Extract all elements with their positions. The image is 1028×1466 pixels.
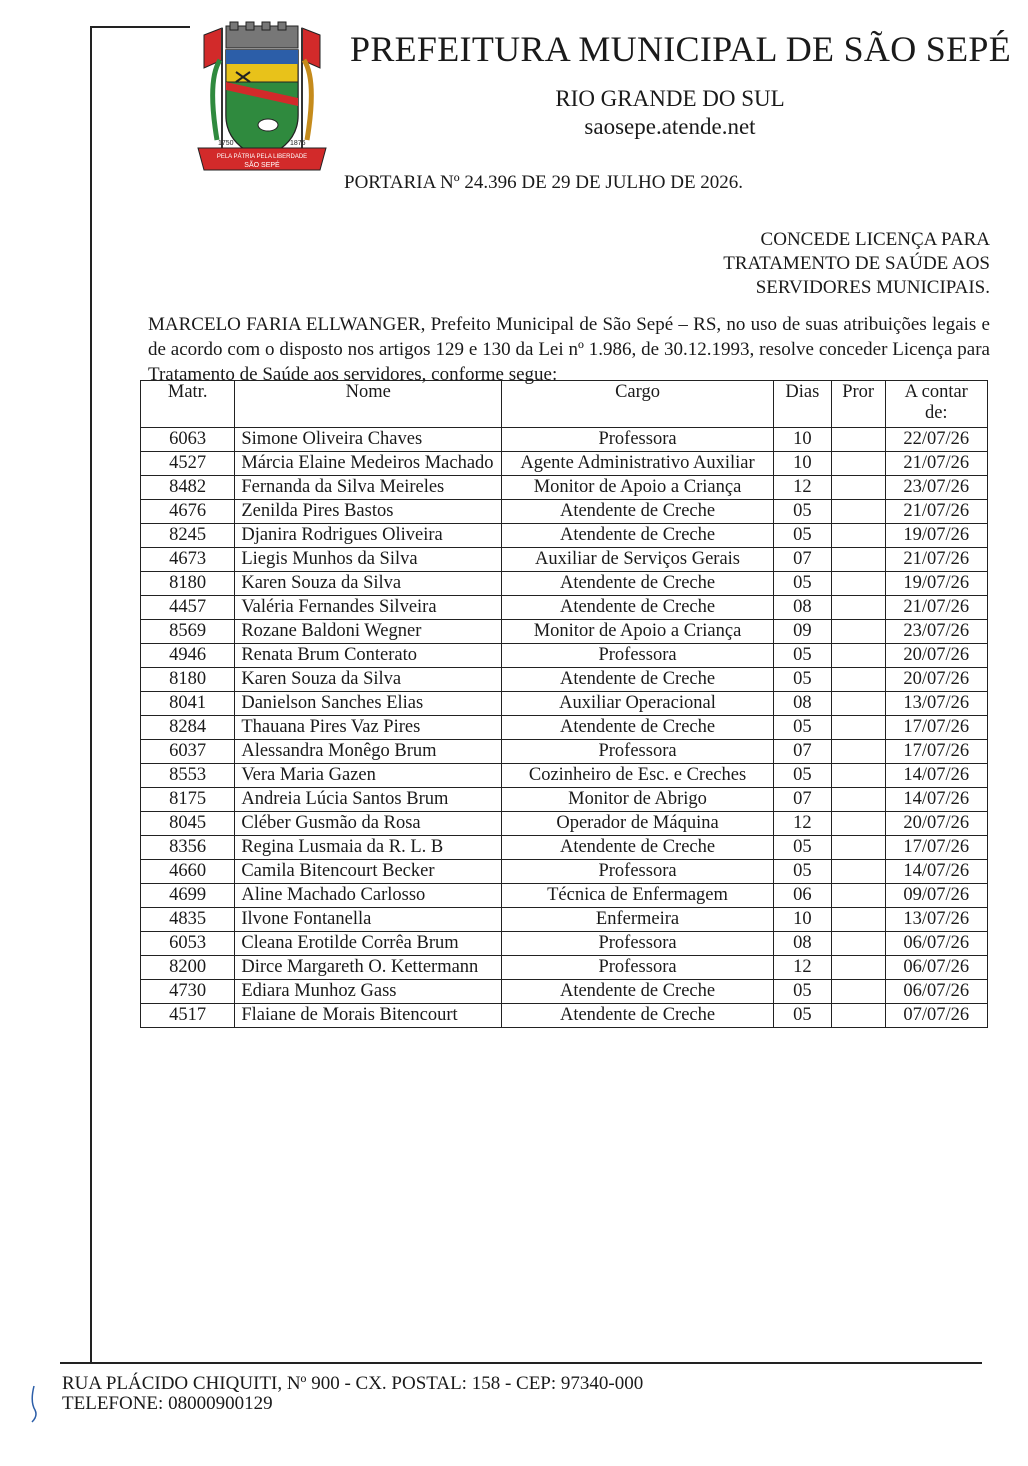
cell-cargo: Monitor de Abrigo bbox=[502, 788, 774, 812]
cell-nome: Cleana Erotilde Corrêa Brum bbox=[235, 932, 502, 956]
table-row bbox=[141, 980, 988, 1004]
cell-matr: 8569 bbox=[141, 620, 235, 644]
cell-cargo: Professora bbox=[502, 740, 774, 764]
table-row bbox=[141, 860, 988, 884]
cell-pror bbox=[831, 692, 885, 716]
cell-a-contar: 21/07/26 bbox=[885, 548, 988, 572]
table-row bbox=[141, 932, 988, 956]
table-row bbox=[141, 692, 988, 716]
cell-a-contar: 07/07/26 bbox=[885, 1004, 988, 1028]
cell-a-contar: 19/07/26 bbox=[885, 524, 988, 548]
crest-year-right: 1876 bbox=[290, 140, 306, 147]
cell-cargo: Atendente de Creche bbox=[502, 716, 774, 740]
footer-address: RUA PLÁCIDO CHIQUITI, Nº 900 - CX. POSTAL: 158 - CEP: 97340-000 bbox=[62, 1373, 644, 1394]
municipal-crest-logo bbox=[192, 20, 332, 190]
table-row bbox=[141, 740, 988, 764]
cell-dias: 05 bbox=[773, 716, 831, 740]
cell-cargo: Atendente de Creche bbox=[502, 524, 774, 548]
cell-pror bbox=[831, 572, 885, 596]
cell-cargo: Monitor de Apoio a Criança bbox=[502, 620, 774, 644]
cell-matr: 8045 bbox=[141, 812, 235, 836]
table-row bbox=[141, 908, 988, 932]
table-row bbox=[141, 884, 988, 908]
cell-matr: 4835 bbox=[141, 908, 235, 932]
cell-dias: 09 bbox=[773, 620, 831, 644]
header-pror: Pror bbox=[831, 381, 885, 428]
cell-nome: Regina Lusmaia da R. L. B bbox=[235, 836, 502, 860]
footer-phone: TELEFONE: 08000900129 bbox=[62, 1393, 273, 1414]
table-row bbox=[141, 956, 988, 980]
cell-matr: 4660 bbox=[141, 860, 235, 884]
cell-a-contar: 20/07/26 bbox=[885, 668, 988, 692]
cell-cargo: Auxiliar Operacional bbox=[502, 692, 774, 716]
table-row bbox=[141, 572, 988, 596]
cell-nome: Liegis Munhos da Silva bbox=[235, 548, 502, 572]
table-row bbox=[141, 812, 988, 836]
cell-pror bbox=[831, 836, 885, 860]
table-row bbox=[141, 716, 988, 740]
cell-nome: Aline Machado Carlosso bbox=[235, 884, 502, 908]
cell-pror bbox=[831, 860, 885, 884]
table-row bbox=[141, 500, 988, 524]
cell-dias: 12 bbox=[773, 956, 831, 980]
cell-dias: 10 bbox=[773, 428, 831, 452]
cell-pror bbox=[831, 716, 885, 740]
cell-matr: 4676 bbox=[141, 500, 235, 524]
cell-matr: 8180 bbox=[141, 668, 235, 692]
cell-cargo: Professora bbox=[502, 860, 774, 884]
cell-pror bbox=[831, 452, 885, 476]
cell-cargo: Professora bbox=[502, 956, 774, 980]
footer bbox=[62, 1374, 643, 1414]
cell-dias: 05 bbox=[773, 524, 831, 548]
cell-dias: 12 bbox=[773, 812, 831, 836]
cell-pror bbox=[831, 428, 885, 452]
cell-cargo: Atendente de Creche bbox=[502, 836, 774, 860]
crest-city: SÃO SEPÉ bbox=[244, 162, 280, 169]
cell-dias: 07 bbox=[773, 740, 831, 764]
cell-a-contar: 19/07/26 bbox=[885, 572, 988, 596]
cell-nome: Márcia Elaine Medeiros Machado bbox=[235, 452, 502, 476]
cell-a-contar: 23/07/26 bbox=[885, 620, 988, 644]
cell-dias: 05 bbox=[773, 500, 831, 524]
cell-dias: 05 bbox=[773, 1004, 831, 1028]
cell-a-contar: 20/07/26 bbox=[885, 812, 988, 836]
cell-pror bbox=[831, 908, 885, 932]
cell-nome: Flaiane de Morais Bitencourt bbox=[235, 1004, 502, 1028]
cell-cargo: Cozinheiro de Esc. e Creches bbox=[502, 764, 774, 788]
cell-a-contar: 14/07/26 bbox=[885, 764, 988, 788]
table-body bbox=[141, 428, 988, 1028]
cell-dias: 05 bbox=[773, 860, 831, 884]
cell-a-contar: 09/07/26 bbox=[885, 884, 988, 908]
cell-matr: 8356 bbox=[141, 836, 235, 860]
cell-matr: 8284 bbox=[141, 716, 235, 740]
cell-a-contar: 13/07/26 bbox=[885, 692, 988, 716]
cell-a-contar: 06/07/26 bbox=[885, 932, 988, 956]
cell-a-contar: 14/07/26 bbox=[885, 788, 988, 812]
table-row bbox=[141, 452, 988, 476]
cell-pror bbox=[831, 620, 885, 644]
table-row bbox=[141, 644, 988, 668]
cell-pror bbox=[831, 980, 885, 1004]
crest-year-left: 1750 bbox=[218, 140, 234, 147]
cell-a-contar: 14/07/26 bbox=[885, 860, 988, 884]
cell-a-contar: 21/07/26 bbox=[885, 500, 988, 524]
cell-a-contar: 23/07/26 bbox=[885, 476, 988, 500]
frame-bottom-line bbox=[60, 1362, 982, 1364]
ementa-line: CONCEDE LICENÇA PARA bbox=[760, 229, 990, 250]
cell-nome: Vera Maria Gazen bbox=[235, 764, 502, 788]
cell-cargo: Professora bbox=[502, 644, 774, 668]
cell-matr: 8482 bbox=[141, 476, 235, 500]
cell-cargo: Monitor de Apoio a Criança bbox=[502, 476, 774, 500]
cell-cargo: Agente Administrativo Auxiliar bbox=[502, 452, 774, 476]
header-dias: Dias bbox=[773, 381, 831, 428]
cell-nome: Rozane Baldoni Wegner bbox=[235, 620, 502, 644]
cell-matr: 6053 bbox=[141, 932, 235, 956]
cell-matr: 6063 bbox=[141, 428, 235, 452]
cell-dias: 05 bbox=[773, 644, 831, 668]
header-matr: Matr. bbox=[141, 381, 235, 428]
cell-matr: 4699 bbox=[141, 884, 235, 908]
cell-cargo: Professora bbox=[502, 428, 774, 452]
cell-cargo: Atendente de Creche bbox=[502, 1004, 774, 1028]
cell-dias: 10 bbox=[773, 908, 831, 932]
ementa-line: SERVIDORES MUNICIPAIS. bbox=[755, 277, 990, 298]
cell-dias: 07 bbox=[773, 788, 831, 812]
cell-a-contar: 17/07/26 bbox=[885, 740, 988, 764]
cell-dias: 05 bbox=[773, 836, 831, 860]
cell-dias: 05 bbox=[773, 572, 831, 596]
cell-matr: 6037 bbox=[141, 740, 235, 764]
cell-cargo: Enfermeira bbox=[502, 908, 774, 932]
cell-pror bbox=[831, 668, 885, 692]
header-state: RIO GRANDE DO SUL bbox=[555, 86, 785, 111]
frame-top-line bbox=[90, 26, 190, 28]
cell-cargo: Auxiliar de Serviços Gerais bbox=[502, 548, 774, 572]
table-row bbox=[141, 524, 988, 548]
cell-pror bbox=[831, 764, 885, 788]
cell-dias: 12 bbox=[773, 476, 831, 500]
cell-dias: 07 bbox=[773, 548, 831, 572]
cell-nome: Ediara Munhoz Gass bbox=[235, 980, 502, 1004]
cell-pror bbox=[831, 596, 885, 620]
table-row bbox=[141, 788, 988, 812]
table-row bbox=[141, 428, 988, 452]
cell-a-contar: 21/07/26 bbox=[885, 452, 988, 476]
cell-matr: 4527 bbox=[141, 452, 235, 476]
cell-nome: Alessandra Monêgo Brum bbox=[235, 740, 502, 764]
table-row bbox=[141, 620, 988, 644]
cell-pror bbox=[831, 644, 885, 668]
cell-nome: Karen Souza da Silva bbox=[235, 572, 502, 596]
cell-pror bbox=[831, 476, 885, 500]
cell-a-contar: 17/07/26 bbox=[885, 836, 988, 860]
table-row bbox=[141, 668, 988, 692]
table-row bbox=[141, 836, 988, 860]
cell-nome: Karen Souza da Silva bbox=[235, 668, 502, 692]
cell-matr: 8175 bbox=[141, 788, 235, 812]
header-cargo: Cargo bbox=[502, 381, 774, 428]
cell-dias: 06 bbox=[773, 884, 831, 908]
cell-matr: 4457 bbox=[141, 596, 235, 620]
cell-nome: Djanira Rodrigues Oliveira bbox=[235, 524, 502, 548]
cell-a-contar: 13/07/26 bbox=[885, 908, 988, 932]
cell-nome: Camila Bitencourt Becker bbox=[235, 860, 502, 884]
cell-a-contar: 21/07/26 bbox=[885, 596, 988, 620]
cell-matr: 4730 bbox=[141, 980, 235, 1004]
cell-nome: Cléber Gusmão da Rosa bbox=[235, 812, 502, 836]
cell-dias: 05 bbox=[773, 764, 831, 788]
cell-matr: 4517 bbox=[141, 1004, 235, 1028]
cell-a-contar: 06/07/26 bbox=[885, 956, 988, 980]
cell-matr: 8041 bbox=[141, 692, 235, 716]
header-website: saosepe.atende.net bbox=[584, 114, 756, 139]
cell-nome: Dirce Margareth O. Kettermann bbox=[235, 956, 502, 980]
crest-motto: PELA PÁTRIA PELA LIBERDADE bbox=[216, 154, 308, 160]
cell-a-contar: 22/07/26 bbox=[885, 428, 988, 452]
cell-dias: 08 bbox=[773, 932, 831, 956]
cell-cargo: Operador de Máquina bbox=[502, 812, 774, 836]
cell-matr: 8200 bbox=[141, 956, 235, 980]
table-row bbox=[141, 1004, 988, 1028]
cell-nome: Fernanda da Silva Meireles bbox=[235, 476, 502, 500]
cell-cargo: Atendente de Creche bbox=[502, 500, 774, 524]
cell-cargo: Atendente de Creche bbox=[502, 572, 774, 596]
servers-table bbox=[140, 380, 988, 1028]
cell-nome: Andreia Lúcia Santos Brum bbox=[235, 788, 502, 812]
cell-a-contar: 20/07/26 bbox=[885, 644, 988, 668]
cell-nome: Thauana Pires Vaz Pires bbox=[235, 716, 502, 740]
cell-cargo: Atendente de Creche bbox=[502, 980, 774, 1004]
cell-nome: Danielson Sanches Elias bbox=[235, 692, 502, 716]
cell-dias: 10 bbox=[773, 452, 831, 476]
cell-matr: 8180 bbox=[141, 572, 235, 596]
cell-dias: 05 bbox=[773, 980, 831, 1004]
header-nome: Nome bbox=[235, 381, 502, 428]
cell-a-contar: 17/07/26 bbox=[885, 716, 988, 740]
frame-left-line bbox=[90, 26, 92, 1362]
cell-nome: Zenilda Pires Bastos bbox=[235, 500, 502, 524]
table-row bbox=[141, 548, 988, 572]
table-row bbox=[141, 476, 988, 500]
cell-pror bbox=[831, 548, 885, 572]
portaria-number: PORTARIA Nº 24.396 DE 29 DE JULHO DE 2026. bbox=[344, 172, 744, 193]
cell-matr: 8553 bbox=[141, 764, 235, 788]
cell-cargo: Técnica de Enfermagem bbox=[502, 884, 774, 908]
cell-cargo: Professora bbox=[502, 932, 774, 956]
header-a-contar: A contar de: bbox=[885, 381, 988, 428]
cell-pror bbox=[831, 1004, 885, 1028]
page-title: PREFEITURA MUNICIPAL DE SÃO SEPÉ bbox=[350, 29, 1012, 69]
cell-a-contar: 06/07/26 bbox=[885, 980, 988, 1004]
cell-pror bbox=[831, 932, 885, 956]
cell-cargo: Atendente de Creche bbox=[502, 596, 774, 620]
cell-nome: Renata Brum Conterato bbox=[235, 644, 502, 668]
cell-matr: 8245 bbox=[141, 524, 235, 548]
pen-mark-icon bbox=[26, 1384, 42, 1424]
cell-pror bbox=[831, 788, 885, 812]
cell-dias: 08 bbox=[773, 596, 831, 620]
cell-pror bbox=[831, 812, 885, 836]
cell-pror bbox=[831, 500, 885, 524]
cell-pror bbox=[831, 884, 885, 908]
cell-dias: 05 bbox=[773, 668, 831, 692]
cell-dias: 08 bbox=[773, 692, 831, 716]
ementa bbox=[650, 228, 990, 300]
table-header-row bbox=[141, 381, 988, 428]
table-row bbox=[141, 596, 988, 620]
cell-pror bbox=[831, 524, 885, 548]
preamble-paragraph: MARCELO FARIA ELLWANGER, Prefeito Municipal de São Sepé – RS, no uso de suas atribuições legais e de acordo com o disposto nos artigos 129 e 130 da Lei nº 1.986, de 30.12.1993, resolve conceder Licença para Tratamento de Saúde aos servidores, conforme segue: bbox=[148, 314, 990, 385]
cell-pror bbox=[831, 956, 885, 980]
cell-nome: Ilvone Fontanella bbox=[235, 908, 502, 932]
cell-matr: 4946 bbox=[141, 644, 235, 668]
cell-nome: Valéria Fernandes Silveira bbox=[235, 596, 502, 620]
cell-cargo: Atendente de Creche bbox=[502, 668, 774, 692]
table-row bbox=[141, 764, 988, 788]
cell-matr: 4673 bbox=[141, 548, 235, 572]
ementa-line: TRATAMENTO DE SAÚDE AOS bbox=[723, 253, 990, 274]
cell-nome: Simone Oliveira Chaves bbox=[235, 428, 502, 452]
cell-pror bbox=[831, 740, 885, 764]
